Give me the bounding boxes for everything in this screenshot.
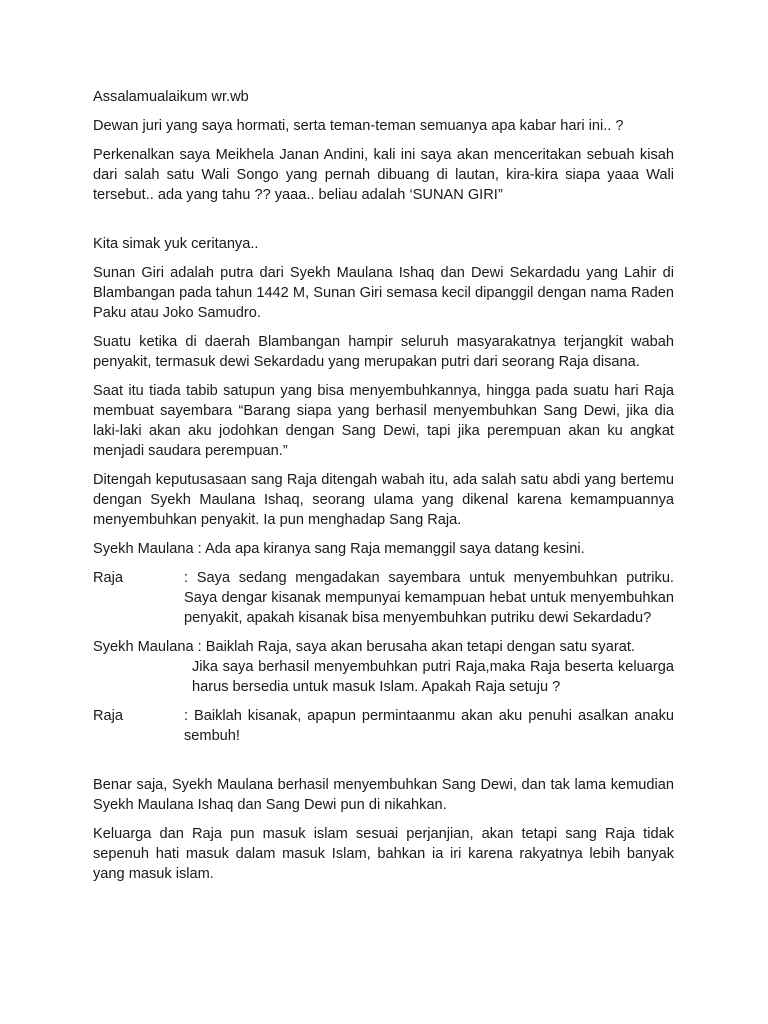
dialogue-line-first: Syekh Maulana : Baiklah Raja, saya akan berusaha akan tetapi dengan satu syarat. [93,639,635,655]
paragraph-healing: Benar saja, Syekh Maulana berhasil menyembuhkan Sang Dewi, dan tak lama kemudian Syekh Maulana Ishaq dan Sang Dewi pun di nikahkan. [93,777,674,813]
document-page [93,87,674,893]
dialogue-syekh-1: Syekh Maulana : Ada apa kiranya sang Raja memanggil saya datang kesini. [93,541,585,557]
spacer [93,214,674,234]
dialogue-line: : Baiklah kisanak, apapun permintaanmu akan aku penuhi asalkan anaku sembuh! [184,708,674,744]
speaker-label: Raja [93,570,124,586]
greeting-text: Assalamualaikum wr.wb [93,89,249,105]
dialogue-line: : Saya sedang mengadakan sayembara untuk menyembuhkan putriku. Saya dengar kisanak mempunyai kemampuan hebat untuk menyembuhkan penyakit, apakah kisanak bisa menyembuhkan putriku dewi Sekardadu? [184,570,674,626]
paragraph-story-start: Kita simak yuk ceritanya.. [93,236,259,252]
paragraph-introduction: Perkenalkan saya Meikhela Janan Andini, kali ini saya akan menceritakan sebuah kisah dari salah satu Wali Songo yang pernah dibuang di lautan, kira-kira siapa yaaa Wali tersebut.. ada yang tahu ?? yaaa.. beliau adalah ‘SUNAN GIRI” [93,147,674,203]
paragraph-sunan-giri-origin: Sunan Giri adalah putra dari Syekh Maulana Ishaq dan Dewi Sekardadu yang Lahir di Blambangan pada tahun 1442 M, Sunan Giri semasa kecil dipanggil dengan nama Raden Paku atau Joko Samudro. [93,265,674,321]
dialogue-raja-2 [93,706,674,746]
dialogue-line-continued: Jika saya berhasil menyembuhkan putri Raja,maka Raja beserta keluarga harus bersedia untuk masuk Islam. Apakah Raja setuju ? [192,659,674,695]
paragraph-meeting: Ditengah keputusasaan sang Raja ditengah wabah itu, ada salah satu abdi yang bertemu dengan Syekh Maulana Ishaq, seorang ulama yang dikenal karena kemampuannya menyembuhkan penyakit. Ia pun menghadap Sang Raja. [93,472,674,528]
spacer [93,755,674,775]
dialogue-syekh-2 [93,637,674,697]
dialogue-raja-1 [93,568,674,628]
paragraph-conversion: Keluarga dan Raja pun masuk islam sesuai perjanjian, akan tetapi sang Raja tidak sepenuh hati masuk dalam masuk Islam, bahkan ia iri karena rakyatnya lebih banyak yang masuk islam. [93,826,674,882]
paragraph-plague: Suatu ketika di daerah Blambangan hampir seluruh masyarakatnya terjangkit wabah penyakit, termasuk dewi Sekardadu yang merupakan putri dari seorang Raja disana. [93,334,674,370]
paragraph-opening: Dewan juri yang saya hormati, serta teman-teman semuanya apa kabar hari ini.. ? [93,118,624,134]
paragraph-contest: Saat itu tiada tabib satupun yang bisa menyembuhkannya, hingga pada suatu hari Raja membuat sayembara “Barang siapa yang berhasil menyembuhkan Sang Dewi, jika dia laki-laki akan aku jodohkan dengan Sang Dewi, tapi jika perempuan akan ku angkat menjadi saudara perempuan.” [93,383,674,459]
speaker-label: Raja [93,708,124,724]
